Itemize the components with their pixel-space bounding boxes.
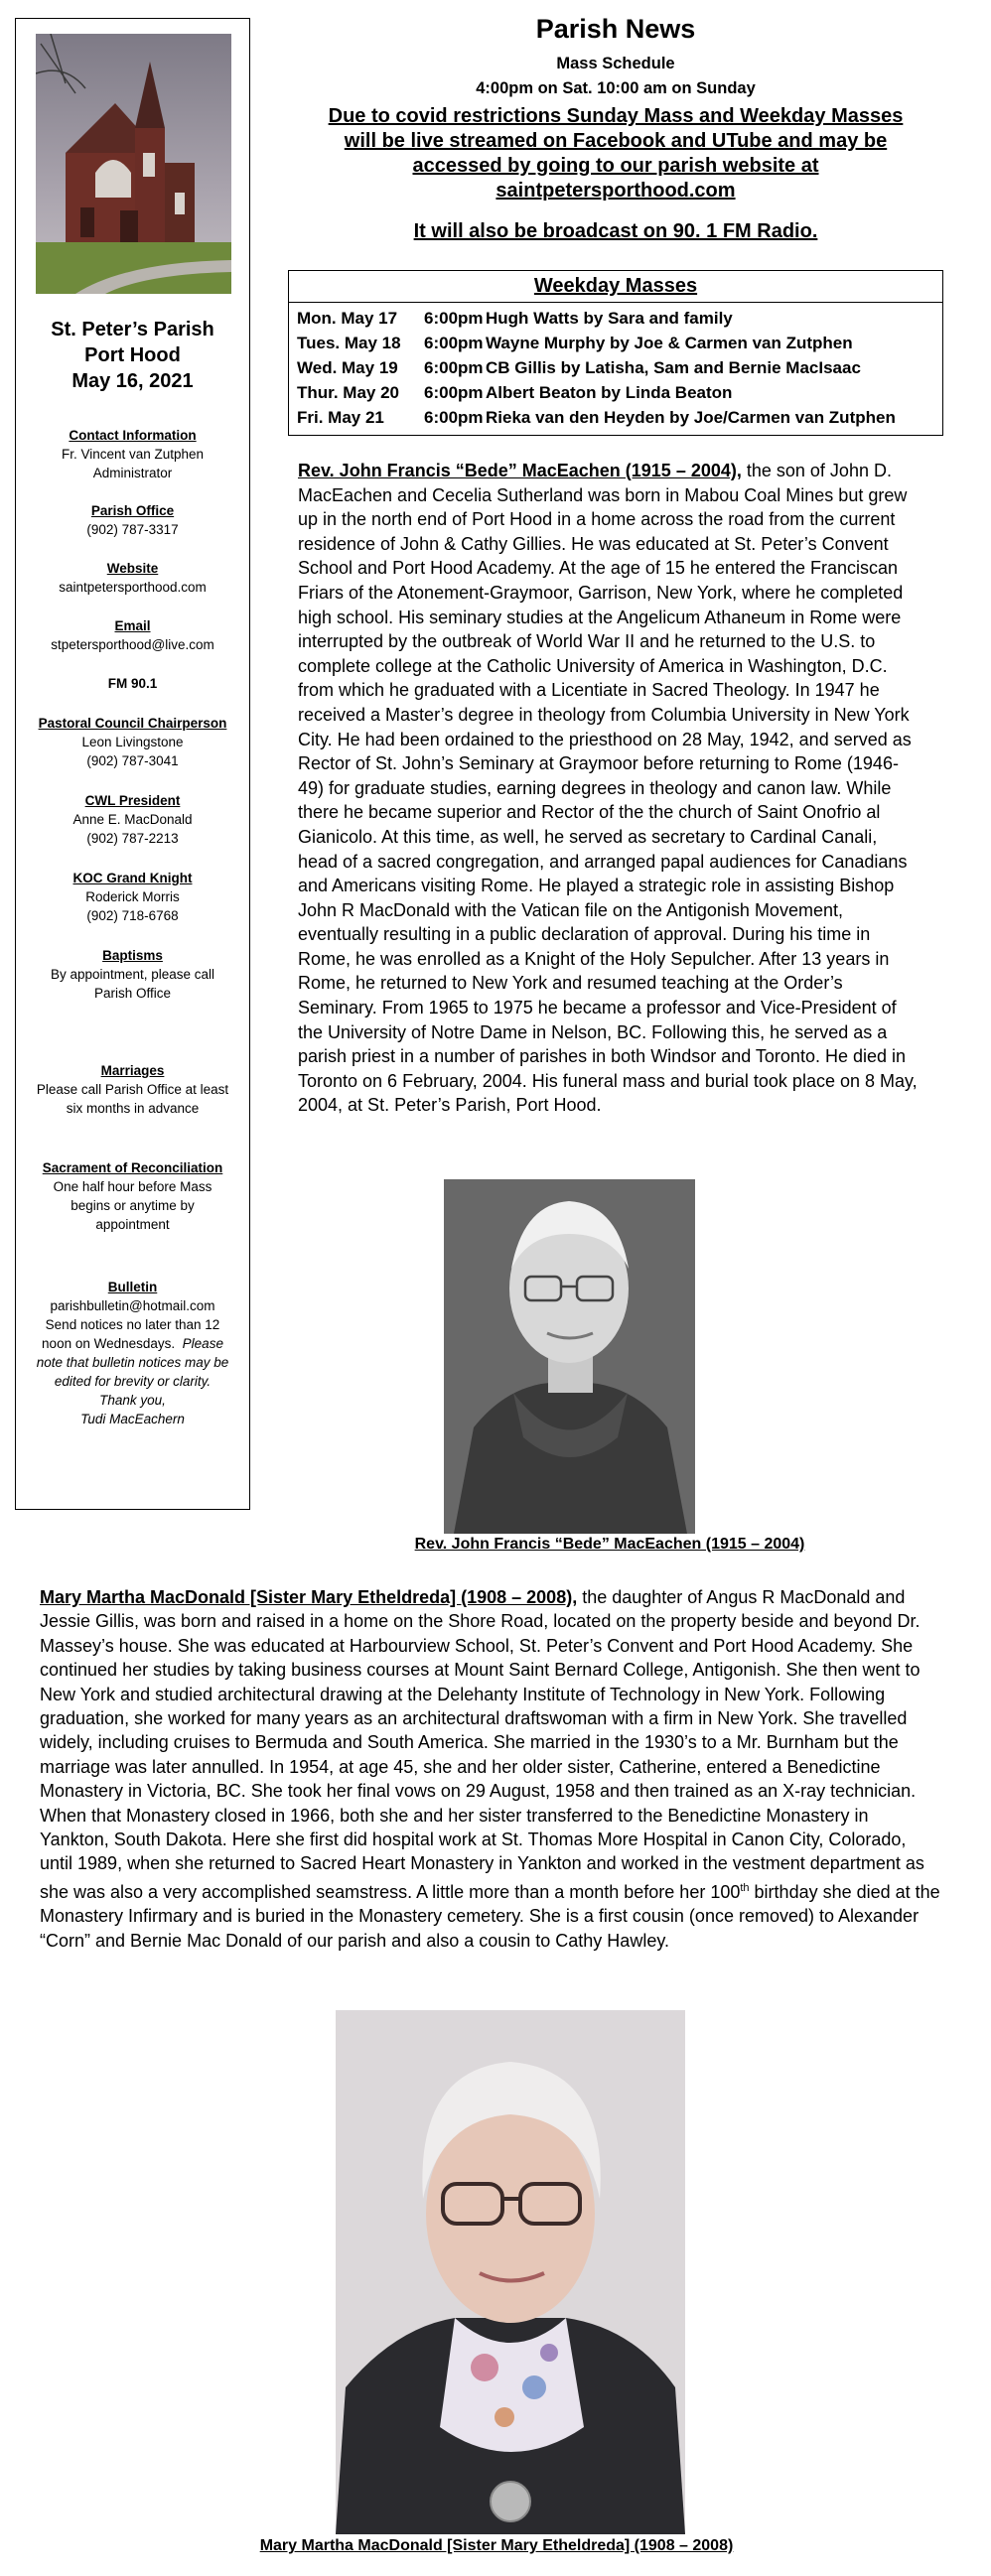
cwl-name: Anne E. MacDonald bbox=[72, 812, 193, 827]
pastoral-heading: Pastoral Council Chairperson bbox=[38, 716, 227, 731]
koc-name: Roderick Morris bbox=[85, 889, 180, 904]
mass-time: 6:00pm bbox=[424, 358, 484, 377]
portrait-caption-rev-maceachen: Rev. John Francis “Bede” MacEachen (1915 – 2004) bbox=[414, 1536, 805, 1553]
mass-day: Mon. May 17 bbox=[297, 309, 398, 328]
sidebar bbox=[15, 18, 250, 1510]
mass-times: 4:00pm on Sat. 10:00 am on Sunday bbox=[476, 79, 756, 97]
priest-portrait-illustration bbox=[444, 1179, 695, 1534]
website-section bbox=[16, 559, 249, 597]
bulletin-signature: Tudi MacEachern bbox=[80, 1412, 185, 1426]
email-link[interactable]: stpetersporthood@live.com bbox=[51, 637, 214, 652]
koc-heading: KOC Grand Knight bbox=[72, 871, 193, 885]
email-heading: Email bbox=[114, 618, 151, 633]
mass-intention: CB Gillis by Latisha, Sam and Bernie MacIsaac bbox=[486, 358, 861, 377]
reconciliation-line: begins or anytime by bbox=[71, 1198, 195, 1213]
mass-day: Fri. May 21 bbox=[297, 408, 384, 427]
bulletin-line: Send notices no later than 12 bbox=[45, 1317, 220, 1332]
article-lead: Mary Martha MacDonald [Sister Mary Etheldreda] (1908 – 2008), bbox=[40, 1587, 578, 1607]
article-body: the son of John D. MacEachen and Cecelia Sutherland was born in Mabou Coal Mines but grew up in the north end of Port Hood in a home across the road from the current residence of John & Cathy Gillies. He was educated at St. Peter’s Convent School and Port Hood Academy. At the age of 15 he entered the Franciscan Friars of the Atonement-Graymoor, Garrison, New York, where he completed high school. His seminary studies at the Angelicum Athaneum in Rome were interrupted by the outbreak of World War II and he returned to the U.S. to complete college at the Catholic University of America in Washington, D.C. from which he graduated with a Licentiate in Sacred Theology. In 1947 he received a Master’s degree in theology from Columbia University in New York City. He had been ordained to the priesthood on 28 May, 1942, and served as Rector of St. John’s Seminary at Graymoor before returning to Rome (1946-49) for graduate studies, earning degrees in theology and canon law. While there he became superior and Rector of the the church of Saint Onofrio al Gianicolo. At this time, as well, he served as secretary to Cardinal Canali, head of a sacred congregation, and arranged papal audiences for Canadians and Americans visiting Rome. He played a strategic role in assisting Bishop John R MacDonald with the Vatican file on the Antigonish Movement, eventually resulting in a public declaration of approval. During his time in Rome, he was enrolled as a Knight of the Holy Sepulcher. After 13 years in Rome, he returned to New York and resumed teaching at the Order’s Seminary. From 1965 to 1975 he became a professor and Vice-President of the University of Notre Dame in Nelson, BC. Following this, he served as a parish priest in a number of parishes in both Windsor and Toronto. He died in Toronto on 6 February, 2004. His funeral mass and burial took place on 8 May, 2004, at St. Peter’s Parish, Port Hood. bbox=[298, 461, 918, 1116]
mass-time: 6:00pm bbox=[424, 383, 484, 402]
parish-location: Port Hood bbox=[84, 344, 181, 366]
koc-phone[interactable]: (902) 718-6768 bbox=[86, 908, 179, 923]
koc-section bbox=[16, 869, 249, 925]
mass-intention: Hugh Watts by Sara and family bbox=[486, 309, 733, 328]
pastoral-name: Leon Livingstone bbox=[81, 735, 184, 749]
weekday-masses-header bbox=[288, 270, 943, 303]
marriages-section bbox=[16, 1061, 249, 1118]
pastoral-section bbox=[16, 714, 249, 770]
fm-station: FM 90.1 bbox=[107, 676, 158, 691]
mass-time: 6:00pm bbox=[424, 334, 484, 352]
baptisms-line: By appointment, please call bbox=[50, 967, 215, 982]
broadcast-notice: It will also be broadcast on 90. 1 FM Radio. bbox=[413, 220, 818, 242]
baptisms-line: Parish Office bbox=[93, 986, 172, 1001]
bulletin-email[interactable]: parishbulletin@hotmail.com bbox=[50, 1298, 215, 1313]
reconciliation-section bbox=[16, 1158, 249, 1234]
bulletin-section bbox=[16, 1278, 249, 1428]
page-title bbox=[283, 14, 948, 45]
covid-line: accessed by going to our parish website at bbox=[412, 155, 819, 177]
article-body: the daughter of Angus R MacDonald and Jessie Gillis, was born and raised in a home on the Shore Road, located on the property beside and beyond Dr. Massey’s house. She was educated at Harbourview School, St. Peter’s Convent and Port Hood Academy. She continued her studies by taking business courses at Mount Saint Bernard College, Antigonish. She then went to New York and studied architectural drawing at the Delehanty Institute of Technology in New York. Following graduation, she worked for many years as an architectural draftswoman with a firm in New York. She travelled widely, including cruises to Bermuda and South America. She married in the 1930’s to a Mr. Burnham but the marriage was later annulled. In 1954, at age 45, she and her older sister, Catherine, entered a Benedictine Monastery in Victoria, BC. She took her final vows on 29 August, 1958 and then trained as an X-ray technician. When that Monastery closed in 1966, both she and her sister transferred to the Benedictine Monastery in Yankton, South Dakota. Here she first did hospital work at St. Thomas More Hospital in Canon City, Colorado, until 1989, when she returned to Sacred Heart Monastery in Yankton and worked in the vestment department as she was also a very accomplished seamstress. A little more than a month before her 100 bbox=[40, 1587, 924, 1902]
email-section bbox=[16, 616, 249, 654]
office-heading: Parish Office bbox=[90, 503, 175, 518]
sister-portrait-illustration bbox=[336, 2010, 685, 2534]
reconciliation-heading: Sacrament of Reconciliation bbox=[42, 1160, 223, 1175]
reconciliation-line: appointment bbox=[95, 1217, 170, 1232]
weekday-masses-title: Weekday Masses bbox=[533, 275, 698, 297]
mass-intention: Rieka van den Heyden by Joe/Carmen van Zutphen bbox=[486, 408, 896, 427]
bulletin-heading: Bulletin bbox=[107, 1280, 158, 1294]
website-link[interactable]: saintpetersporthood.com bbox=[59, 580, 207, 595]
portrait-rev-maceachen bbox=[444, 1179, 695, 1534]
mass-time: 6:00pm bbox=[424, 309, 484, 328]
mass-intention: Wayne Murphy by Joe & Carmen van Zutphen bbox=[486, 334, 853, 352]
contact-line: Fr. Vincent van Zutphen bbox=[61, 447, 205, 462]
pastoral-phone[interactable]: (902) 787-3041 bbox=[86, 753, 179, 768]
covid-line: will be live streamed on Facebook and UTube and may be bbox=[344, 130, 888, 152]
covid-notice bbox=[288, 104, 943, 203]
mass-day: Tues. May 18 bbox=[297, 334, 401, 352]
weekday-masses-table bbox=[288, 303, 943, 436]
article-lead: Rev. John Francis “Bede” MacEachen (1915 – 2004), bbox=[298, 461, 742, 480]
portrait-mary-martha-macdonald bbox=[336, 2010, 685, 2534]
bulletin-note: edited for brevity or clarity. bbox=[54, 1374, 212, 1389]
mass-intention: Albert Beaton by Linda Beaton bbox=[486, 383, 733, 402]
baptisms-heading: Baptisms bbox=[102, 948, 163, 963]
marriages-heading: Marriages bbox=[100, 1063, 165, 1078]
marriages-line: Please call Parish Office at least bbox=[36, 1082, 229, 1097]
bulletin-line-text: noon on Wednesdays. bbox=[42, 1336, 176, 1351]
mass-schedule-heading: Mass Schedule bbox=[556, 55, 675, 72]
bulletin-date: May 16, 2021 bbox=[71, 370, 194, 392]
bulletin-note: Thank you, bbox=[99, 1393, 166, 1408]
bulletin-note: Please bbox=[182, 1336, 223, 1351]
mass-day: Wed. May 19 bbox=[297, 358, 398, 377]
ordinal-suffix: th bbox=[740, 1881, 750, 1894]
cwl-section bbox=[16, 791, 249, 848]
office-section bbox=[16, 501, 249, 539]
church-illustration bbox=[36, 34, 231, 294]
cwl-heading: CWL President bbox=[84, 793, 181, 808]
parish-news-title: Parish News bbox=[535, 14, 696, 44]
parish-name: St. Peter’s Parish bbox=[51, 319, 214, 340]
covid-line: Due to covid restrictions Sunday Mass and Weekday Masses bbox=[328, 105, 904, 127]
bulletin-line bbox=[16, 1334, 249, 1353]
article-body: birthday she died at the Monastery Infirmary and is buried in the Monastery cemetery. She is a first cousin (once removed) to Alexander “Corn” and Bernie Mac Donald of our parish and also a cousin to Cathy Hawley. bbox=[40, 1881, 940, 1951]
cwl-phone[interactable]: (902) 787-2213 bbox=[86, 831, 179, 846]
marriages-line: six months in advance bbox=[66, 1101, 200, 1116]
website-heading: Website bbox=[106, 561, 159, 576]
contact-section bbox=[16, 426, 249, 482]
contact-line: Administrator bbox=[92, 466, 173, 480]
sidebar-header bbox=[16, 317, 249, 394]
article-macEachen bbox=[298, 459, 921, 1118]
mass-day: Thur. May 20 bbox=[297, 383, 399, 402]
portrait-caption-mary-martha: Mary Martha MacDonald [Sister Mary Etheldreda] (1908 – 2008) bbox=[259, 2537, 734, 2554]
contact-heading: Contact Information bbox=[69, 428, 197, 443]
bulletin-note: note that bulletin notices may be bbox=[36, 1355, 229, 1370]
mass-time: 6:00pm bbox=[424, 408, 484, 427]
article-mary-martha-macdonald bbox=[40, 1585, 941, 1953]
baptisms-section bbox=[16, 946, 249, 1003]
office-phone[interactable]: (902) 787-3317 bbox=[86, 522, 179, 537]
covid-website-link[interactable]: saintpetersporthood.com bbox=[496, 180, 736, 202]
reconciliation-line: One half hour before Mass bbox=[53, 1179, 212, 1194]
church-photo bbox=[36, 34, 231, 294]
